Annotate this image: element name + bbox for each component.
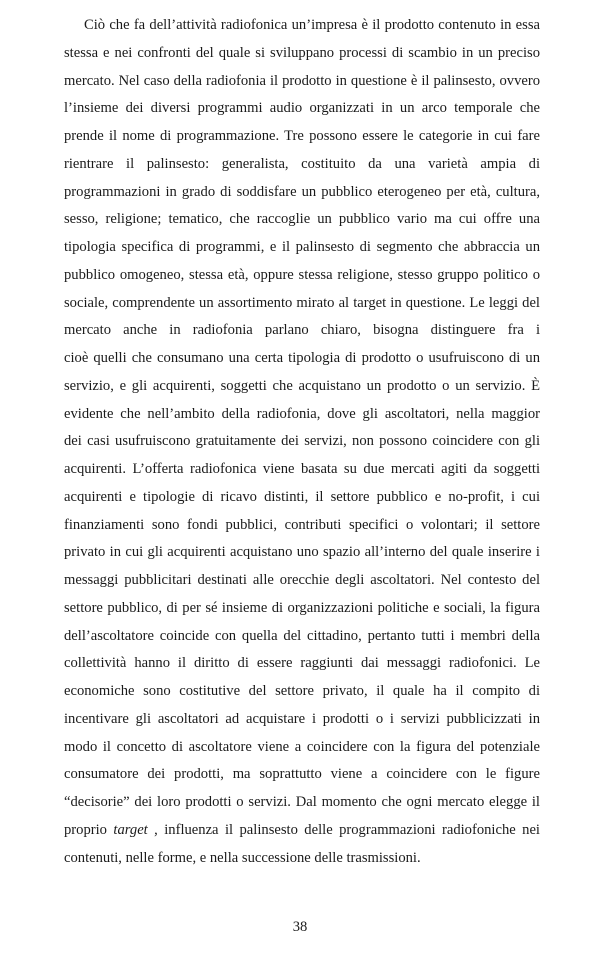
text-line-25: economiche sono costitutive del settore privato, il quale ha il compito di	[64, 683, 540, 699]
text-line-9: tipologia specifica di programmi, e il palinsesto di segmento che abbraccia un	[64, 239, 540, 255]
text-line-29: “decisorie” dei loro prodotti o servizi. Dal momento che ogni mercato elegge il	[64, 794, 540, 810]
text-line-13: cioè quelli che consumano una certa tipologia di prodotto o usufruiscono di un	[64, 350, 540, 366]
italic-target-word: target	[113, 821, 148, 838]
text-line-12: mercato anche in radiofonia parlano chiaro, bisogna distinguere fra i	[64, 322, 540, 339]
text-line-10: pubblico omogeneo, stessa età, oppure stessa religione, stesso gruppo politico o	[64, 266, 540, 283]
text-line-28: consumatore dei prodotti, ma soprattutto viene a coincidere con le figure	[64, 766, 540, 783]
text-line-24: collettività hanno il diritto di essere raggiunti dai messaggi radiofonici. Le	[64, 655, 540, 672]
text-line-27: modo il concetto di ascoltatore viene a coincidere con la figura del potenziale	[64, 738, 540, 755]
text-line-11: sociale, comprendente un assortimento mirato al target in questione. Le leggi del	[64, 294, 540, 311]
text-line-15: evidente che nell’ambito della radiofonia, dove gli ascoltatori, nella maggior	[64, 405, 540, 422]
text-line-30	[64, 817, 540, 845]
text-line-1: Ciò che fa dell’attività radiofonica un’impresa è il prodotto contenuto in essa	[84, 17, 540, 33]
text-line-30-start: proprio	[64, 821, 114, 838]
text-line-20: privato in cui gli acquirenti acquistano uno spazio all’interno del quale inserire i	[64, 544, 540, 561]
text-line-21: messaggi pubblicitari destinati alle orecchie degli ascoltatori. Nel contesto del	[64, 572, 540, 588]
text-line-6: rientrare il palinsesto: generalista, costituito da una varietà ampia di	[64, 155, 540, 172]
text-line-5: prende il nome di programmazione. Tre possono essere le categorie in cui fare	[64, 128, 540, 144]
text-line-2: stessa e nei confronti del quale si sviluppano processi di scambio in un preciso	[64, 44, 540, 61]
text-line-18: acquirenti e tipologie di ricavo distinti, il settore pubblico e no-profit, i cui	[64, 488, 540, 505]
text-line-26: incentivare gli ascoltatori ad acquistare i prodotti o i servizi pubblicizzati in	[64, 710, 540, 727]
text-line-14: servizio, e gli acquirenti, soggetti che acquistano un prodotto o un servizio. È	[64, 377, 540, 394]
text-line-23: dell’ascoltatore coincide con quella del cittadino, pertanto tutti i membri della	[64, 627, 540, 644]
text-line-30-end: , influenza il palinsesto delle programmazioni radiofoniche nei	[147, 821, 540, 838]
text-line-16: dei casi usufruiscono gratuitamente dei servizi, non possono coincidere con gli	[64, 433, 540, 450]
text-line-3: mercato. Nel caso della radiofonia il prodotto in questione è il palinsesto, ovvero	[64, 72, 540, 89]
text-line-19: finanziamenti sono fondi pubblici, contributi specifici o volontari; il settore	[64, 516, 540, 533]
text-line-7: programmazioni in grado di soddisfare un pubblico eterogeneo per età, cultura,	[64, 183, 540, 200]
text-line-4: l’insieme dei diversi programmi audio organizzati in un arco temporale che	[64, 100, 540, 117]
text-line-8: sesso, religione; tematico, che raccoglie un pubblico vario ma cui offre una	[64, 211, 540, 228]
text-line-17: acquirenti. L’offerta radiofonica viene basata su due mercati agiti da soggetti	[64, 461, 540, 477]
body-paragraph	[64, 12, 540, 872]
page-number: 38	[292, 919, 308, 935]
text-line-22: settore pubblico, di per sé insieme di organizzazioni politiche e sociali, la figura	[64, 599, 540, 616]
text-line-31: contenuti, nelle forme, e nella successione delle trasmissioni.	[64, 849, 421, 866]
